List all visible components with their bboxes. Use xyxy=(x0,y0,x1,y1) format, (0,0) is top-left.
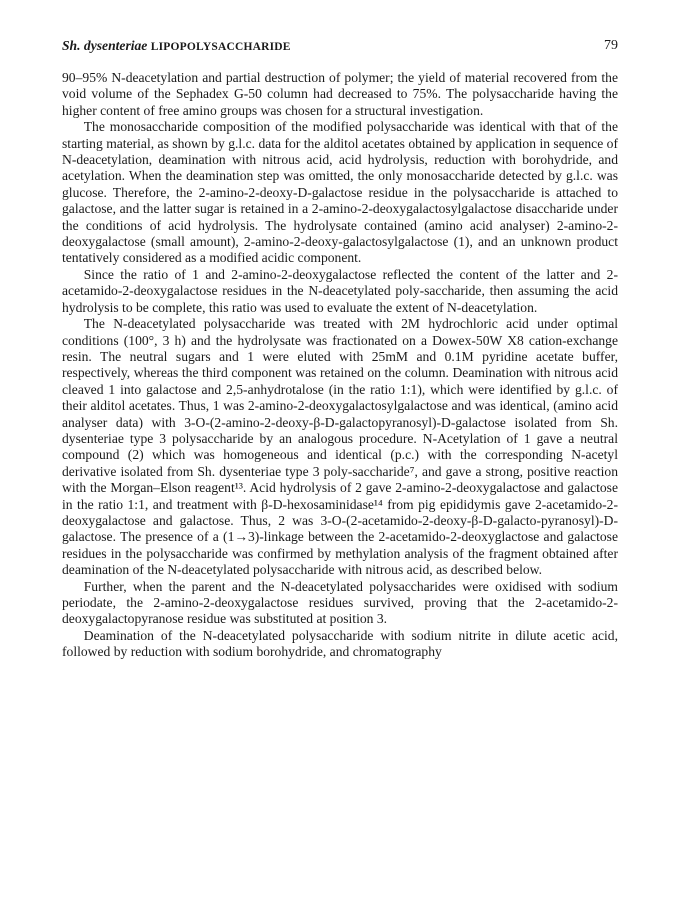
paragraph-1: 90–95% N-deacetylation and partial destruction of polymer; the yield of material recovered from the void volume of the Sephadex G-50 column had decreased to 75%. The polysaccharide having the higher content of free amino groups was chosen for a structural investigation. xyxy=(62,70,618,118)
journal-page xyxy=(62,38,618,661)
paragraph-3: Since the ratio of 1 and 2-amino-2-deoxygalactose reflected the content of the latter and 2-acetamido-2-deoxygalactose residues in the N-deacetylated poly-saccharide, then assuming the acid hydrolysis to be complete, this ratio was used to evaluate the extent of N-deacetylation. xyxy=(62,266,618,315)
paragraph-5: Further, when the parent and the N-deacetylated polysaccharides were oxidised with sodium periodate, the 2-amino-2-deoxygalactose residues survived, proving that the 2-acetamido-2-deoxygalactopyranose residue was substituted at position 3. xyxy=(62,578,618,627)
paragraph-2: The monosaccharide composition of the modified polysaccharide was identical with that of the starting material, as shown by g.l.c. data for the alditol acetates obtained by application in sequence of N-deacetylation, deamination with nitrous acid, acid hydrolysis, reduction with borohydride, and acetylation. When the deamination step was omitted, the only monosaccharide detected by g.l.c. was glucose. Therefore, the 2-amino-2-deoxy-D-galactose residue in the polysaccharide is attached to galactose, and the latter sugar is retained in a 2-amino-2-deoxygalactosylgalactose disaccharide under the conditions of acid hydrolysis. The hydrolysate contained (amino acid analyser) 2-amino-2-deoxygalactose (small amount), 2-amino-2-deoxy-galactosylgalactose (1), and an unknown product tentatively considered as a modified acidic component. xyxy=(62,119,618,266)
body-text xyxy=(62,70,618,661)
paragraph-6: Deamination of the N-deacetylated polysaccharide with sodium nitrite in dilute acetic acid, followed by reduction with sodium borohydride, and chromatography xyxy=(62,627,618,660)
page-number: 79 xyxy=(604,38,618,53)
paragraph-4: The N-deacetylated polysaccharide was treated with 2M hydrochloric acid under optimal conditions (100°, 3 h) and the hydrolysate was fractionated on a Dowex-50W X8 cation-exchange resin. The neutral sugars and 1 were eluted with 25mM and 0.1M pyridine acetate buffer, respectively, whereas the third component was retained on the column. Deamination with nitrous acid cleaved 1 into galactose and 2,5-anhydrotalose (in the ratio 1:1), which were identified by g.l.c. of their alditol acetates. Thus, 1 was 2-amino-2-deoxygalactosylgalactose and was identical, (amino acid analyser data) with 3-O-(2-amino-2-deoxy-β-D-galactopyranosyl)-D-galactose isolated from Sh. dysenteriae type 3 polysaccharide by an analogous procedure. N-Acetylation of 1 gave a neutral compound (2) which was homogeneous and identical (p.c.) with the corresponding N-acetyl derivative isolated from Sh. dysenteriae type 3 poly-saccharide⁷, and gave a strong, positive reaction with the Morgan–Elson reagent¹³. Acid hydrolysis of 2 gave 2-amino-2-deoxygalactose and galactose in the ratio 1:1, and treatment with β-D-hexosaminidase¹⁴ from pig epididymis gave 2-acetamido-2-deoxygalactose and galactose. Thus, 2 was 3-O-(2-acetamido-2-deoxy-β-D-galacto-pyranosyl)-D-galactose. The presence of a (1→3)-linkage between the 2-acetamido-2-deoxyglactose and galactose residues in the polysaccharide was confirmed by methylation analysis of the fragment obtained after deamination of the N-deacetylated polysaccharide with nitrous acid, as described below. xyxy=(62,316,618,578)
running-head xyxy=(62,38,291,55)
running-head-caps: LIPOPOLYSACCHARIDE xyxy=(150,41,291,53)
running-head-italic: Sh. dysenteriae xyxy=(62,38,151,53)
page-header xyxy=(62,38,618,60)
